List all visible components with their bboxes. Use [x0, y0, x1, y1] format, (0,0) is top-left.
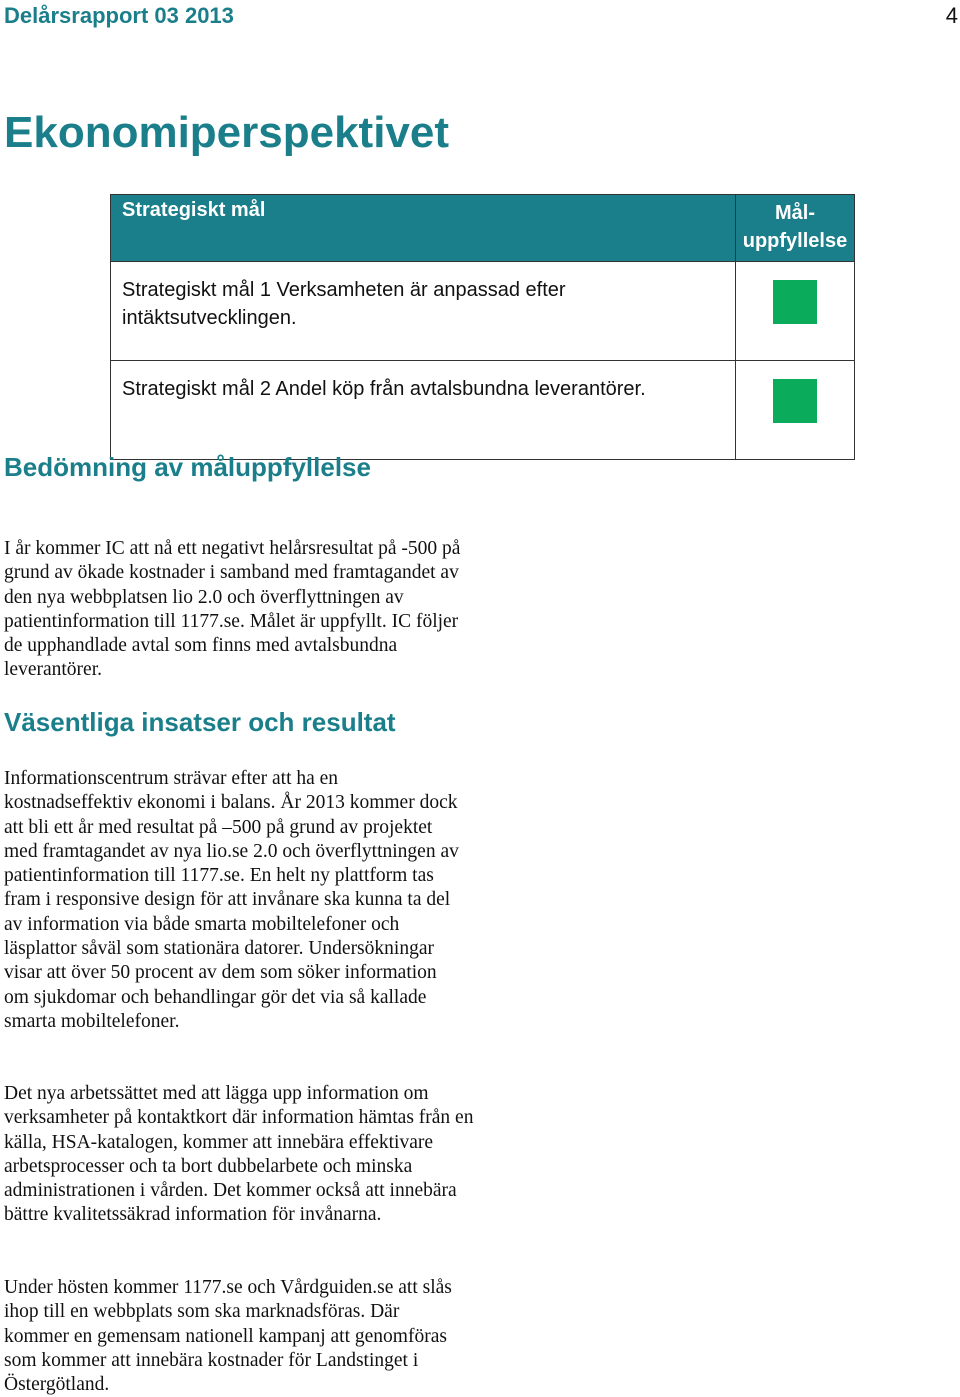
status-indicator [773, 280, 817, 324]
strategic-goals-table [110, 194, 855, 460]
page-number: 4 [945, 3, 958, 28]
efforts-heading: Väsentliga insatser och resultat [4, 707, 396, 737]
assessment-heading: Bedömning av måluppfyllelse [4, 452, 371, 482]
column-header-goal: Strategiskt mål [111, 195, 736, 262]
status-indicator [773, 379, 817, 423]
status-cell [736, 262, 855, 361]
status-cell [736, 361, 855, 460]
efforts-paragraph-1: Informationscentrum strävar efter att ha en kostnadseffektiv ekonomi i balans. År 2013 kommer dock att bli ett år med resultat på –500 på grund av projektet med framtagandet av nya lio.se 2.0 och överflyttningen av patientinformation till 1177.se. En helt ny plattform tas fram i responsive design för att invånare ska kunna ta del av information via både smarta mobiltelefoner och läsplattor såväl som stationära datorer. Undersökningar visar att över 50 procent av dem som söker information om sjukdomar och behandlingar gör det via så kallade smarta mobiltelefoner. [4, 768, 459, 1032]
goal-cell: Strategiskt mål 2 Andel köp från avtalsbundna leverantörer. [111, 361, 736, 460]
efforts-paragraph-2: Det nya arbetssättet med att lägga upp information om verksamheter på kontaktkort där information hämtas från en källa, HSA-katalogen, kommer att innebära effektivare arbetsprocesser och ta bort dubbelarbete och minska administrationen i vården. Det kommer också att innebära bättre kvalitetssäkrad information för invånarna. [4, 1083, 474, 1226]
page-title: Ekonomiperspektivet [4, 108, 450, 157]
column-header-status: Mål-uppfyllelse [736, 195, 855, 262]
table-header-row [111, 195, 855, 262]
table-row [111, 262, 855, 361]
efforts-paragraph-3: Under hösten kommer 1177.se och Vårdguiden.se att slås ihop till en webbplats som ska marknadsföras. Där kommer en gemensam nationell kampanj att genomföras som kommer att innebära kostnader för Landstinget i Östergötland. [4, 1277, 452, 1396]
report-header-title: Delårsrapport 03 2013 [4, 3, 234, 28]
assessment-text: I år kommer IC att nå ett negativt helårsresultat på -500 på grund av ökade kostnader i samband med framtagandet av den nya webbplatsen lio 2.0 och överflyttningen av patientinformation till 1177.se. Målet är uppfyllt. IC följer de upphandlade avtal som finns med avtalsbundna leverantörer. [4, 538, 461, 681]
table-row [111, 361, 855, 460]
goal-cell: Strategiskt mål 1 Verksamheten är anpassad efter intäktsutvecklingen. [111, 262, 736, 361]
